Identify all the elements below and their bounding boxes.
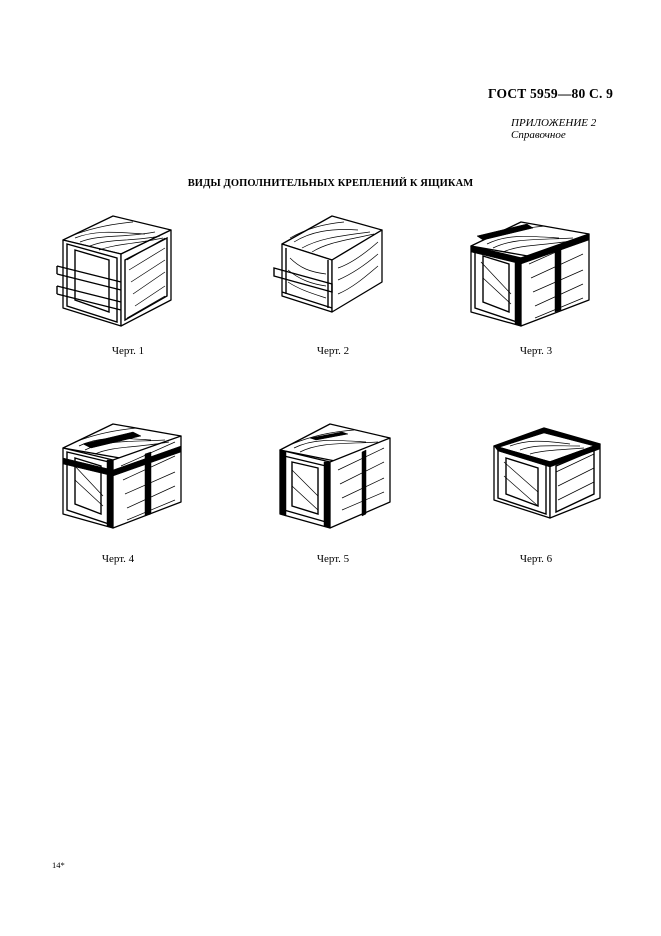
figure-6-crate: [480, 410, 630, 535]
figure-1-caption: Черт. 1: [111, 345, 145, 357]
figure-5-caption: Черт. 5: [316, 553, 350, 565]
page-signature-mark: 14*: [52, 860, 65, 870]
figure-3-caption: Черт. 3: [519, 345, 553, 357]
figure-2-caption: Черт. 2: [316, 345, 350, 357]
figure-2-crate: [270, 208, 420, 333]
appendix-number: ПРИЛОЖЕНИЕ 2: [511, 117, 597, 129]
figure-3-crate: [463, 208, 613, 333]
figure-4-crate: [55, 410, 205, 535]
figure-5-crate: [270, 410, 420, 535]
appendix-label: [511, 117, 596, 141]
page-title: ВИДЫ ДОПОЛНИТЕЛЬНЫХ КРЕПЛЕНИЙ К ЯЩИКАМ: [187, 178, 474, 189]
standard-header: ГОСТ 5959—80 С. 9: [488, 86, 614, 101]
figure-1-crate: [55, 208, 205, 333]
appendix-type: Справочное: [511, 129, 566, 141]
figure-4-caption: Черт. 4: [101, 553, 135, 565]
figure-6-caption: Черт. 6: [519, 553, 553, 565]
